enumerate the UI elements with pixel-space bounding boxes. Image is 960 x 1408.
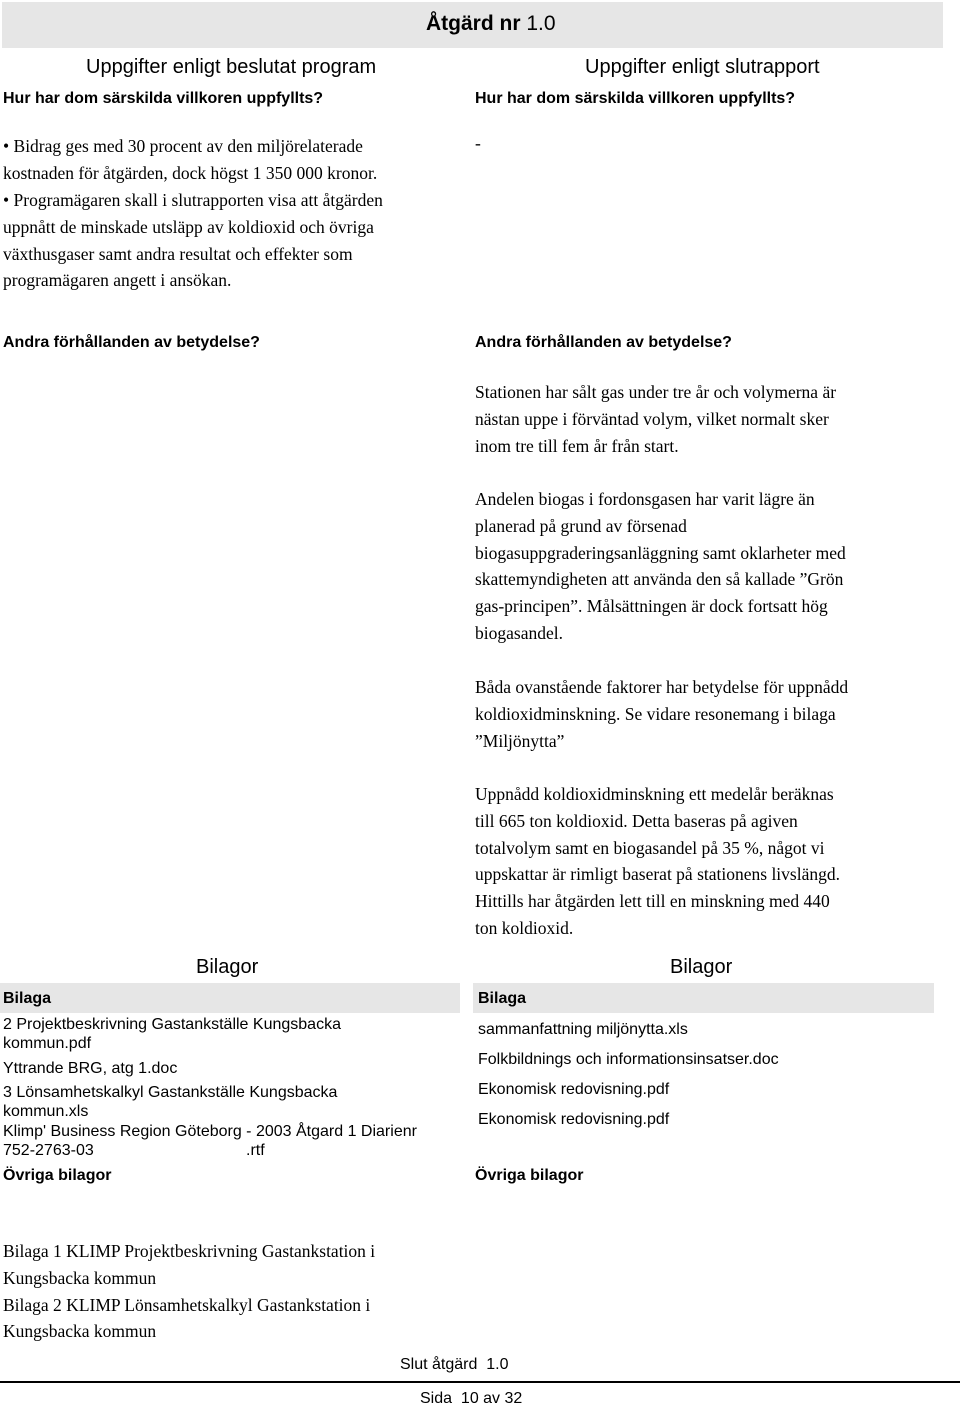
- bullet-item: • Bidrag ges med 30 procent av den miljörelaterade kostnaden för åtgärden, dock högst 1 350 000 kronor.: [3, 136, 378, 183]
- title-prefix: Åtgärd nr: [426, 12, 521, 35]
- left-question-other: Andra förhållanden av betydelse?: [3, 334, 260, 351]
- footer-notes: Bilaga 1 KLIMP Projektbeskrivning Gastankstation i Kungsbacka kommun Bilaga 2 KLIMP Lönsamhetskalkyl Gastankstation i Kungsbacka kommun: [3, 1241, 376, 1342]
- left-question-conditions: Hur har dom särskilda villkoren uppfyllts?: [3, 90, 324, 107]
- right-answer-conditions: -: [475, 133, 481, 153]
- right-column-heading: Uppgifter enligt slutrapport: [585, 56, 820, 78]
- title-number: 1.0: [526, 12, 556, 35]
- bullet-icon: •: [3, 136, 10, 156]
- bullet-icon: •: [3, 190, 10, 210]
- right-bilaga-bar: [473, 983, 934, 1013]
- left-bilaga-bar: [0, 983, 460, 1013]
- attachment-link[interactable]: Ekonomisk redovisning.pdf: [478, 1081, 670, 1098]
- bullet-item: • Programägaren skall i slutrapporten visa att åtgärden uppnått de minskade utsläpp av koldioxid och övriga växthusgaser samt andra resultat och effekter som programägaren angett i ansökan.: [3, 190, 383, 291]
- attachment-link[interactable]: sammanfattning miljönytta.xls: [478, 1021, 688, 1038]
- attachment-link[interactable]: Folkbildnings och informationsinsatser.doc: [478, 1051, 779, 1068]
- left-ovriga-bilagor: Övriga bilagor: [3, 1167, 112, 1184]
- right-bilagor-heading: Bilagor: [670, 956, 733, 978]
- footer-divider: [0, 1381, 960, 1383]
- paragraph: Båda ovanstående faktorer har betydelse för uppnådd koldioxidminskning. Se vidare resonemang i bilaga ”Miljönytta”: [475, 677, 849, 751]
- attachment-link[interactable]: 3 Lönsamhetskalkyl Gastankställe Kungsbacka kommun.xls: [3, 1084, 338, 1120]
- attachment-link[interactable]: Ekonomisk redovisning.pdf: [478, 1111, 670, 1128]
- right-question-other: Andra förhållanden av betydelse?: [475, 334, 732, 351]
- paragraph: Andelen biogas i fordonsgasen har varit lägre än planerad på grund av försenad biogasuppgraderingsanläggning samt oklarheter med skattemyndigheten att använda den så kallade ”Grön gas-principen”. Målsättningen är dock fortsatt hög biogasandel.: [475, 489, 846, 643]
- attachment-link[interactable]: Yttrande BRG, atg 1.doc: [3, 1060, 178, 1077]
- left-bilaga-label: Bilaga: [3, 990, 52, 1007]
- right-ovriga-bilagor: Övriga bilagor: [475, 1167, 584, 1184]
- attachment-link[interactable]: Klimp' Business Region Göteborg - 2003 Åtgard 1 Diarienr 752-2763-03 .rtf: [3, 1123, 417, 1159]
- left-bilagor-heading: Bilagor: [196, 956, 259, 978]
- right-bilaga-label: Bilaga: [478, 990, 527, 1007]
- paragraph: Stationen har sålt gas under tre år och volymerna är nästan uppe i förväntad volym, vilket normalt sker inom tre till fem år från start.: [475, 382, 837, 456]
- right-question-conditions: Hur har dom särskilda villkoren uppfyllts?: [475, 90, 796, 107]
- attachment-link[interactable]: 2 Projektbeskrivning Gastankställe Kungsbacka kommun.pdf: [3, 1016, 341, 1052]
- left-column-heading: Uppgifter enligt beslutat program: [86, 56, 377, 78]
- end-of-measure: Slut åtgärd 1.0: [400, 1356, 509, 1373]
- page-number: Sida 10 av 32: [420, 1390, 523, 1407]
- page-title: [426, 12, 556, 36]
- paragraph: Uppnådd koldioxidminskning ett medelår beräknas till 665 ton koldioxid. Detta baseras på agiven totalvolym samt en biogasandel på 35 %, något vi uppskattar är rimligt baserat på stationens livslängd. Hittills har åtgärden lett till en minskning med 440 ton koldioxid.: [475, 784, 840, 938]
